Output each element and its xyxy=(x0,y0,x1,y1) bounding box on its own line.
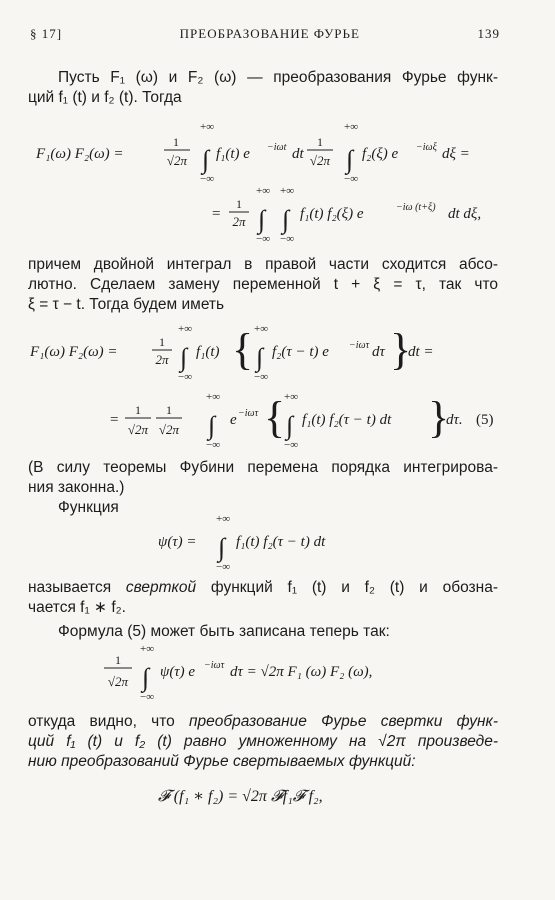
rhs: dτ = √2π F₁ (ω) F₂ (ω), xyxy=(230,664,373,680)
fraction-denominator: √2π xyxy=(127,422,149,437)
integrand: f₁(t) f₂(τ − t) dt xyxy=(236,534,326,550)
paragraph-substitution xyxy=(28,255,498,315)
fraction-numerator: 1 xyxy=(317,135,323,149)
equation-convolution-definition xyxy=(150,514,410,576)
fraction-denominator: √2π xyxy=(166,153,188,168)
text-line: ξ = τ − t. Тогда будем иметь xyxy=(28,296,225,313)
paragraph-fubini xyxy=(28,458,498,518)
section-ref: § 17] xyxy=(30,26,63,41)
integral-sign: ∫ xyxy=(180,343,188,372)
equation-product-of-transforms xyxy=(30,118,510,190)
differential: dτ. xyxy=(446,412,463,428)
equation-number: (5) xyxy=(476,412,494,428)
text-line: причем двойной интеграл в правой части сходится абсо- xyxy=(28,256,498,273)
lower-limit: −∞ xyxy=(254,371,269,383)
integral-sign: ∫ xyxy=(282,205,290,234)
paragraph-convolution-name xyxy=(28,578,498,642)
page-number: 139 xyxy=(477,26,500,41)
integral-sign: ∫ xyxy=(208,411,216,440)
exponent: −iωτ xyxy=(204,660,225,671)
fraction-denominator: 2π xyxy=(155,352,169,367)
paragraph-theorem xyxy=(28,712,498,772)
fraction-numerator: 1 xyxy=(166,403,172,417)
exponent: −iωξ xyxy=(416,142,437,153)
equation-formula-5-rewritten xyxy=(96,642,456,704)
text-line: нию преобразований Фурье свертываемых функций: xyxy=(28,753,416,770)
theorem-text: преобразование Фурье свертки функ- xyxy=(189,713,498,730)
lower-limit: −∞ xyxy=(216,561,231,573)
upper-limit: +∞ xyxy=(284,391,299,403)
lower-limit: −∞ xyxy=(344,173,359,185)
upper-limit: +∞ xyxy=(178,323,193,335)
upper-limit: +∞ xyxy=(344,121,359,133)
differential: dτ xyxy=(372,344,385,360)
term-convolution: сверткой xyxy=(125,579,197,596)
text-line: ния законна.) xyxy=(28,479,125,496)
text-span: называется xyxy=(28,579,112,596)
equation-convolution-5 xyxy=(26,390,510,452)
fraction-denominator: √2π xyxy=(158,422,180,437)
paragraph-intro xyxy=(28,68,498,108)
fraction-numerator: 1 xyxy=(159,335,165,349)
brace-right: } xyxy=(390,325,412,374)
equation-substituted xyxy=(26,322,510,384)
text-line: чается f₁ ∗ f₂. xyxy=(28,599,126,616)
integrand: f₂(ξ) e xyxy=(362,146,399,162)
equals-sign: = xyxy=(212,206,221,222)
chapter-title: ПРЕОБРАЗОВАНИЕ ФУРЬЕ xyxy=(179,26,360,41)
upper-limit: +∞ xyxy=(256,186,271,197)
lower-limit: −∞ xyxy=(140,691,155,703)
integral-sign: ∫ xyxy=(286,411,294,440)
text-span: откуда видно, что xyxy=(28,713,175,730)
integrand: f₁(t) f₂(ξ) e xyxy=(300,206,364,222)
eq-lhs: F₁(ω) F₂(ω) = xyxy=(36,146,124,162)
differential: dt dξ, xyxy=(448,206,482,222)
integral-sign: ∫ xyxy=(142,663,150,692)
fraction-denominator: √2π xyxy=(107,674,129,689)
exp-base: e xyxy=(230,412,237,428)
brace-left: { xyxy=(264,393,286,442)
fraction-denominator: 2π xyxy=(232,214,246,229)
text-line xyxy=(28,578,498,598)
equals-sign: = xyxy=(110,412,119,428)
differential: dξ = xyxy=(442,146,470,162)
differential: dt xyxy=(292,146,304,162)
integral-sign: ∫ xyxy=(218,533,226,562)
integrand: f₁(t) xyxy=(196,344,220,360)
exponent: −iωt xyxy=(267,142,287,153)
fraction-numerator: 1 xyxy=(115,653,121,667)
integral-sign: ∫ xyxy=(256,343,264,372)
text-line: Пусть F₁ (ω) и F₂ (ω) — преобразования Фурье функ- xyxy=(58,69,498,86)
integrand: ψ(τ) e xyxy=(160,664,196,680)
fraction-denominator: √2π xyxy=(309,153,331,168)
equation-double-integral xyxy=(30,186,510,248)
upper-limit: +∞ xyxy=(254,323,269,335)
upper-limit: +∞ xyxy=(206,391,221,403)
exponent: −iω (t+ξ) xyxy=(396,202,436,213)
fraction-numerator: 1 xyxy=(236,197,242,211)
integral-sign: ∫ xyxy=(346,145,354,174)
integrand: f₂(τ − t) e xyxy=(272,344,329,360)
differential: dt = xyxy=(408,344,434,360)
upper-limit: +∞ xyxy=(200,121,215,133)
text-line: ций f₁ (t) и f₂ (t) равно умноженному на √2π произведе- xyxy=(28,733,498,750)
equation-fourier-of-convolution: 𝓕 (f₁ ∗ f₂) = √2π 𝓕f₁𝓕 f₂, xyxy=(158,788,323,805)
text-line: ций f₁ (t) и f₂ (t). Тогда xyxy=(28,89,182,106)
eq-lhs: F₁(ω) F₂(ω) = xyxy=(30,344,118,360)
integrand: f₁(t) f₂(τ − t) dt xyxy=(302,412,392,428)
brace-right: } xyxy=(428,393,450,442)
text-span: функций f₁ (t) и f₂ (t) и обозна- xyxy=(210,579,498,596)
integrand: f₁(t) e xyxy=(216,146,250,162)
running-header xyxy=(30,26,500,42)
eq-lhs: ψ(τ) = xyxy=(158,534,197,550)
lower-limit: −∞ xyxy=(284,439,299,451)
brace-left: { xyxy=(232,325,254,374)
text-line: Формула (5) может быть записана теперь так: xyxy=(58,623,390,640)
lower-limit: −∞ xyxy=(206,439,221,451)
text-line: Функция xyxy=(58,499,119,516)
upper-limit: +∞ xyxy=(140,643,155,655)
upper-limit: +∞ xyxy=(280,186,295,197)
integral-sign: ∫ xyxy=(258,205,266,234)
exponent: −iωτ xyxy=(238,408,259,419)
text-line: лютно. Сделаем замену переменной t + ξ = τ, так что xyxy=(28,276,498,293)
text-line xyxy=(28,712,498,732)
lower-limit: −∞ xyxy=(256,233,271,245)
upper-limit: +∞ xyxy=(216,514,231,525)
lower-limit: −∞ xyxy=(200,173,215,185)
fraction-numerator: 1 xyxy=(173,135,179,149)
text-line: (В силу теоремы Фубини перемена порядка интегрирова- xyxy=(28,459,498,476)
integral-sign: ∫ xyxy=(202,145,210,174)
exponent: −iωτ xyxy=(349,340,370,351)
lower-limit: −∞ xyxy=(280,233,295,245)
lower-limit: −∞ xyxy=(178,371,193,383)
fraction-numerator: 1 xyxy=(135,403,141,417)
